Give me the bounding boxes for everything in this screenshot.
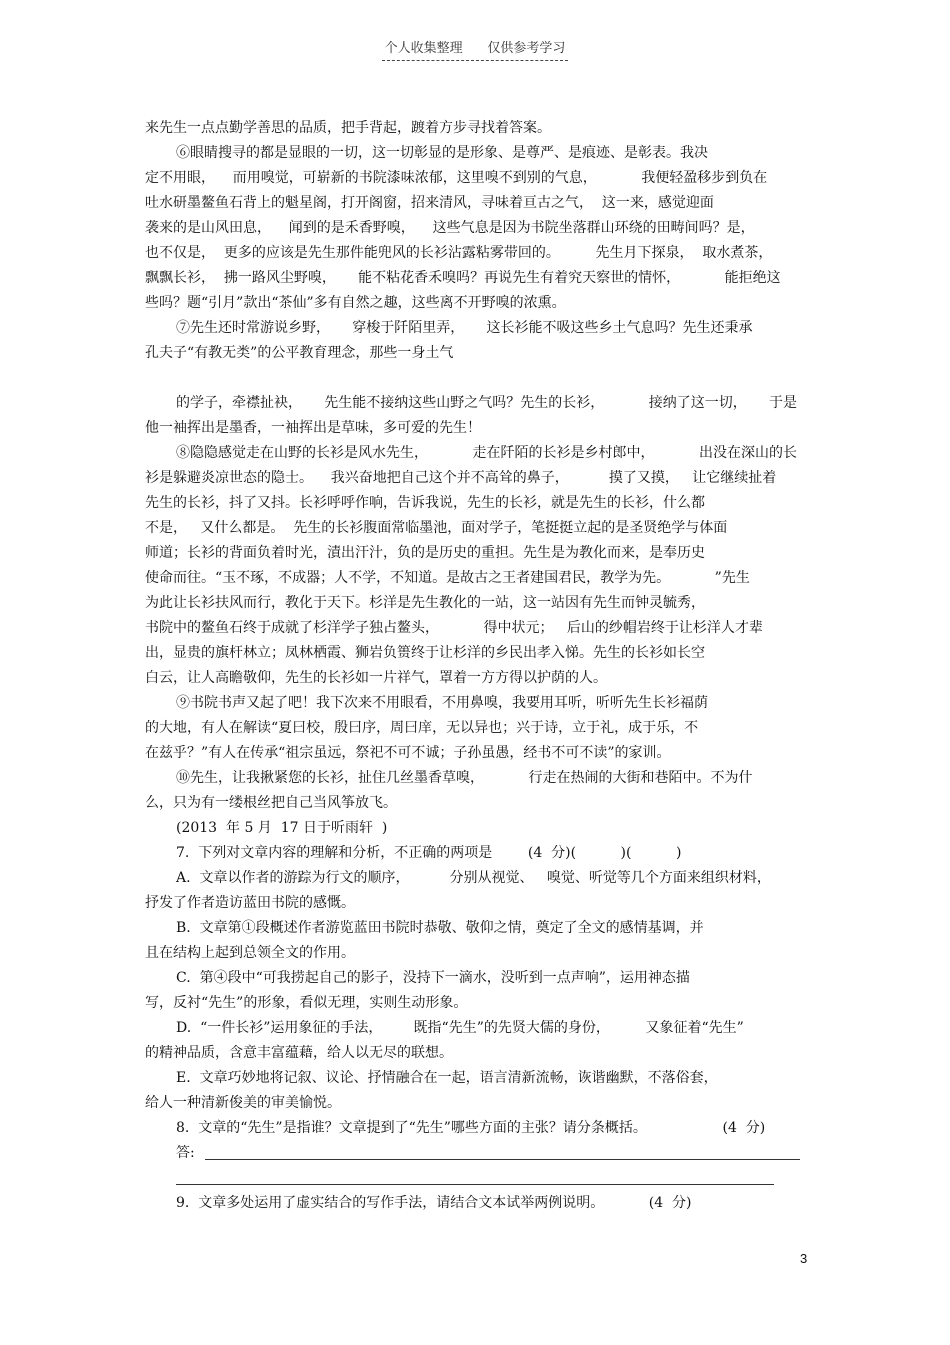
paragraph-6-start: ⑥眼睛搜寻的都是显眼的一切，这一切彰显的是形象、是尊严、是痕迹、是彰表。我决 — [176, 145, 708, 161]
option-c: C. 第④段中“可我捞起自己的影子，没持下一滴水，没听到一点声响”，运用神态描 — [176, 970, 690, 986]
text-line: 么，只为有一缕根丝把自己当风筝放飞。 — [145, 795, 397, 811]
text-line: 他一袖挥出是墨香，一袖挥出是草味，多可爱的先生！ — [145, 420, 481, 436]
option-d: D. “一件长衫”运用象征的手法， 既指“先生”的先贤大儒的身份， 又象征着“先生” — [176, 1020, 744, 1036]
text-line: 定不用眼， 而用嗅觉，可崭新的书院漆味浓郁，这里嗅不到别的气息， 我便轻盈移步到负在 — [145, 170, 768, 186]
paragraph-7-start: ⑦先生还时常游说乡野， 穿梭于阡陌里弄， 这长衫能不吸这些乡土气息吗？先生还秉承 — [176, 320, 753, 336]
text-line: 些吗？题“引月”款出“茶仙”多有自然之趣，这些离不开野嗅的浓熏。 — [145, 295, 566, 311]
question-9: 9. 文章多处运用了虚实结合的写作手法，请结合文本试举两例说明。 (4 分) — [176, 1195, 692, 1211]
text-line: 先生的长衫，抖了又抖。长衫呼呼作响，告诉我说，先生的长衫，就是先生的长衫，什么都 — [145, 495, 705, 511]
text-line: 给人一种清新俊美的审美愉悦。 — [145, 1095, 341, 1111]
text-line: 写，反衬“先生”的形象，看似无理，实则生动形象。 — [145, 995, 468, 1011]
text-line: 白云，让人高瞻敬仰，先生的长衫如一片祥气，罩着一方方得以护荫的人。 — [145, 670, 607, 686]
text-line: 出，显贵的旗杆林立；凤林栖霞、狮岩负篑终于让杉洋的乡民出孝入悌。先生的长衫如长空 — [145, 645, 705, 661]
text-line: 且在结构上起到总领全文的作用。 — [145, 945, 355, 961]
option-a: A. 文章以作者的游踪为行文的顺序， 分别从视觉、 嗅觉、听觉等几个方面来组织材料， — [176, 870, 771, 886]
paragraph-10-start: ⑩先生，让我揪紧您的长衫，扯住几丝墨香草嗅， 行走在热闹的大街和巷陌中。不为什 — [176, 770, 753, 786]
text-line: 吐水研墨鳌鱼石背上的魁星阁，打开阁窗，招来清风，寻味着亘古之气， 这一来，感觉迎面 — [145, 195, 714, 211]
header-right: 仅供参考学习 — [487, 41, 566, 56]
page-number: 3 — [800, 1251, 808, 1266]
answer-line[interactable] — [176, 1184, 774, 1185]
text-line: 在兹乎？”有人在传承“祖宗虽远，祭祀不可不诚；子孙虽愚，经书不可不读”的家训。 — [145, 745, 671, 761]
text-line: 不是， 又什么都是。 先生的长衫腹面常临墨池，面对学子，笔挺挺立起的是圣贤绝学与体面 — [145, 520, 728, 536]
option-e: E. 文章巧妙地将记叙、议论、抒情融合在一起，语言清新流畅，诙谐幽默，不落俗套， — [176, 1070, 718, 1086]
header-rule — [382, 60, 568, 61]
text-line: 使命而往。“玉不琢，不成器；人不学，不知道。是故古之王者建国君民，教学为先。 ”先生 — [145, 570, 750, 586]
answer-label: 答: — [176, 1145, 195, 1161]
option-b: B. 文章第①段概述作者游览蓝田书院时恭敬、敬仰之情，奠定了全文的感情基调，并 — [176, 920, 704, 936]
question-8: 8. 文章的“先生”是指谁？文章提到了“先生”哪些方面的主张？请分条概括。 (4 分) — [176, 1120, 766, 1136]
text-line: 抒发了作者造访蓝田书院的感慨。 — [145, 895, 355, 911]
date-line: (2013 年 5 月 17 日于听雨轩 ) — [176, 820, 388, 836]
answer-line[interactable] — [205, 1159, 800, 1160]
text-line: 书院中的鳌鱼石终于成就了杉洋学子独占鳌头， 得中状元； 后山的纱帽岩终于让杉洋人才辈 — [145, 620, 763, 636]
paragraph-8-start: ⑧隐隐感觉走在山野的长衫是风水先生， 走在阡陌的长衫是乡村郎中， 出没在深山的长 — [176, 445, 798, 461]
paragraph-9-start: ⑨书院书声又起了吧！我下次来不用眼看，不用鼻嗅，我要用耳听，听听先生长衫福荫 — [176, 695, 708, 711]
text-line: 师道；长衫的背面负着时光，漬出汗汁，负的是历史的重担。先生是为教化而来，是奉历史 — [145, 545, 705, 561]
text-line: 为此让长衫扶风而行，教化于天下。杉洋是先生教化的一站，这一站因有先生而钟灵毓秀， — [145, 595, 705, 611]
text-line: 袭来的是山风田息， 闻到的是禾香野嗅， 这些气息是因为书院坐落群山环绕的田畴间吗？是， — [145, 220, 755, 236]
text-line: 的精神品质，含意丰富蕴藉，给人以无尽的联想。 — [145, 1045, 453, 1061]
text-line: 来先生一点点勤学善思的品质，把手背起，踱着方步寻找着答案。 — [145, 120, 551, 136]
text-line: 飘飘长衫， 拂一路风尘野嗅， 能不粘花香禾嗅吗？再说先生有着究天察世的情怀， 能拒绝这 — [145, 270, 781, 286]
text-line: 孔夫子“有教无类”的公平教育理念，那些一身土气 — [145, 345, 454, 361]
question-7: 7. 下列对文章内容的理解和分析，不正确的两项是 (4 分)( )( ) — [176, 845, 682, 861]
text-line: 也不仅是， 更多的应该是先生那件能兜风的长衫沾露粘雾带回的。 先生月下探泉， 取水煮茶， — [145, 245, 773, 261]
text-line: 的学子，牵襟扯袂， 先生能不接纳这些山野之气吗？先生的长衫， 接纳了这一切， 于是 — [176, 395, 798, 411]
text-line: 衫是躲避炎凉世态的隐士。 我兴奋地把自己这个并不高耸的鼻子， 摸了又摸， 让它继续扯着 — [145, 470, 777, 486]
header-left: 个人收集整理 — [384, 41, 463, 56]
text-line: 的大地，有人在解读“夏曰校，殷曰序，周曰庠，无以异也；兴于诗，立于礼，成于乐，不 — [145, 720, 699, 736]
page-header — [0, 37, 950, 56]
